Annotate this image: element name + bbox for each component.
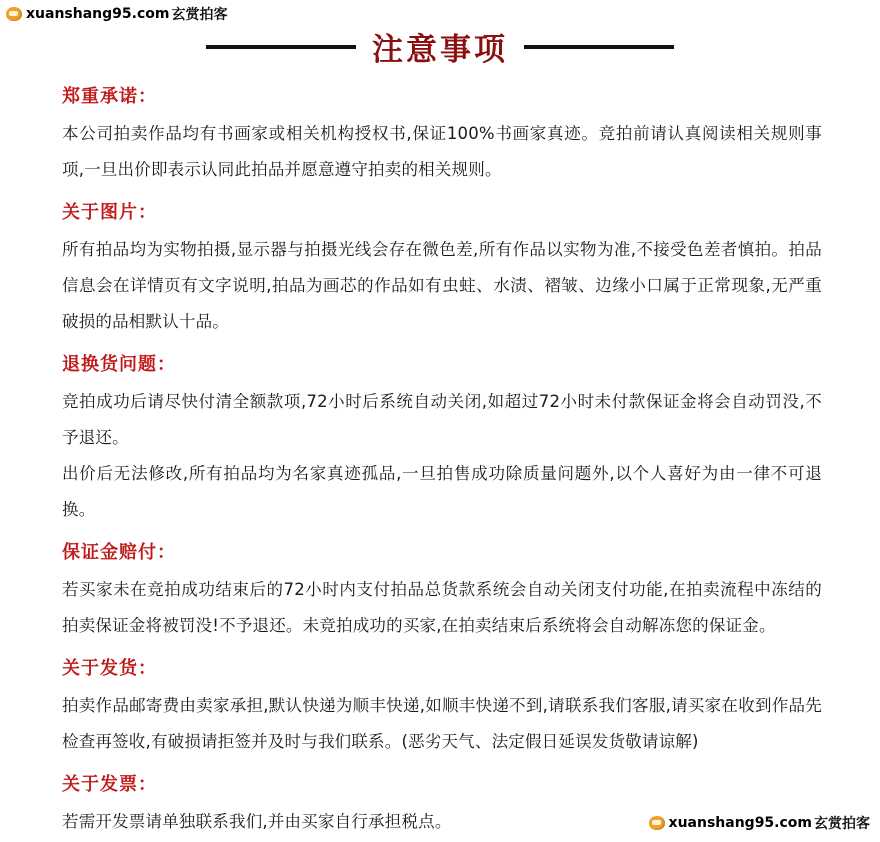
section-heading: 保证金赔付： <box>62 542 176 563</box>
section-paragraph: 所有拍品均为实物拍摄,显示器与拍摄光线会存在微色差,所有作品以实物为准,不接受色差者慎拍。拍品信息会在详情页有文字说明,拍品为画芯的作品如有虫蛀、水渍、褶皱、边缘小口属于正常现象,无严重破损的品相默认十品。 <box>62 240 822 331</box>
page-title: 注意事项 <box>372 32 508 68</box>
duck-logo-icon <box>6 7 22 21</box>
section-heading: 关于图片： <box>62 202 157 223</box>
section-paragraph: 出价后无法修改,所有拍品均为名家真迹孤品,一旦拍售成功除质量问题外,以个人喜好为由一律不可退换。 <box>62 464 822 519</box>
watermark-top <box>6 4 227 24</box>
section-paragraph: 若买家未在竞拍成功结束后的72小时内支付拍品总货款系统会自动关闭支付功能,在拍卖流程中冻结的拍卖保证金将被罚没!不予退还。未竞拍成功的买家,在拍卖结束后系统将会自动解冻您的保证金。 <box>62 580 822 635</box>
title-rule-left-icon <box>206 45 356 49</box>
watermark-chinese-text: 玄赏拍客 <box>171 7 228 23</box>
document-body <box>62 72 822 842</box>
section-paragraph: 拍卖作品邮寄费由卖家承担,默认快递为顺丰快递,如顺丰快递不到,请联系我们客服,请买家在收到作品先检查再签收,有破损请拒签并及时与我们联系。(恶劣天气、法定假日延误发货敬请谅解) <box>62 696 822 751</box>
page-title-row <box>0 24 880 69</box>
section-returns <box>62 348 822 528</box>
watermark-latin-text: xuanshang95.com <box>668 815 812 831</box>
section-deposit <box>62 536 822 644</box>
title-rule-right-icon <box>524 45 674 49</box>
watermark-bottom <box>649 813 870 833</box>
watermark-latin-text: xuanshang95.com <box>26 6 170 22</box>
section-heading: 关于发货： <box>62 658 157 679</box>
section-paragraph: 若需开发票请单独联系我们,并由买家自行承担税点。 <box>62 812 452 831</box>
section-heading: 退换货问题： <box>62 354 176 375</box>
section-images <box>62 196 822 340</box>
section-heading: 关于发票： <box>62 774 157 795</box>
section-heading: 郑重承诺： <box>62 86 157 107</box>
section-commitment <box>62 80 822 188</box>
section-paragraph: 本公司拍卖作品均有书画家或相关机构授权书,保证100%书画家真迹。竞拍前请认真阅读相关规则事项,一旦出价即表示认同此拍品并愿意遵守拍卖的相关规则。 <box>62 124 822 179</box>
duck-logo-icon <box>649 816 665 830</box>
section-shipping <box>62 652 822 760</box>
section-paragraph: 竞拍成功后请尽快付清全额款项,72小时后系统自动关闭,如超过72小时未付款保证金将会自动罚没,不予退还。 <box>62 392 822 447</box>
watermark-chinese-text: 玄赏拍客 <box>814 816 870 832</box>
